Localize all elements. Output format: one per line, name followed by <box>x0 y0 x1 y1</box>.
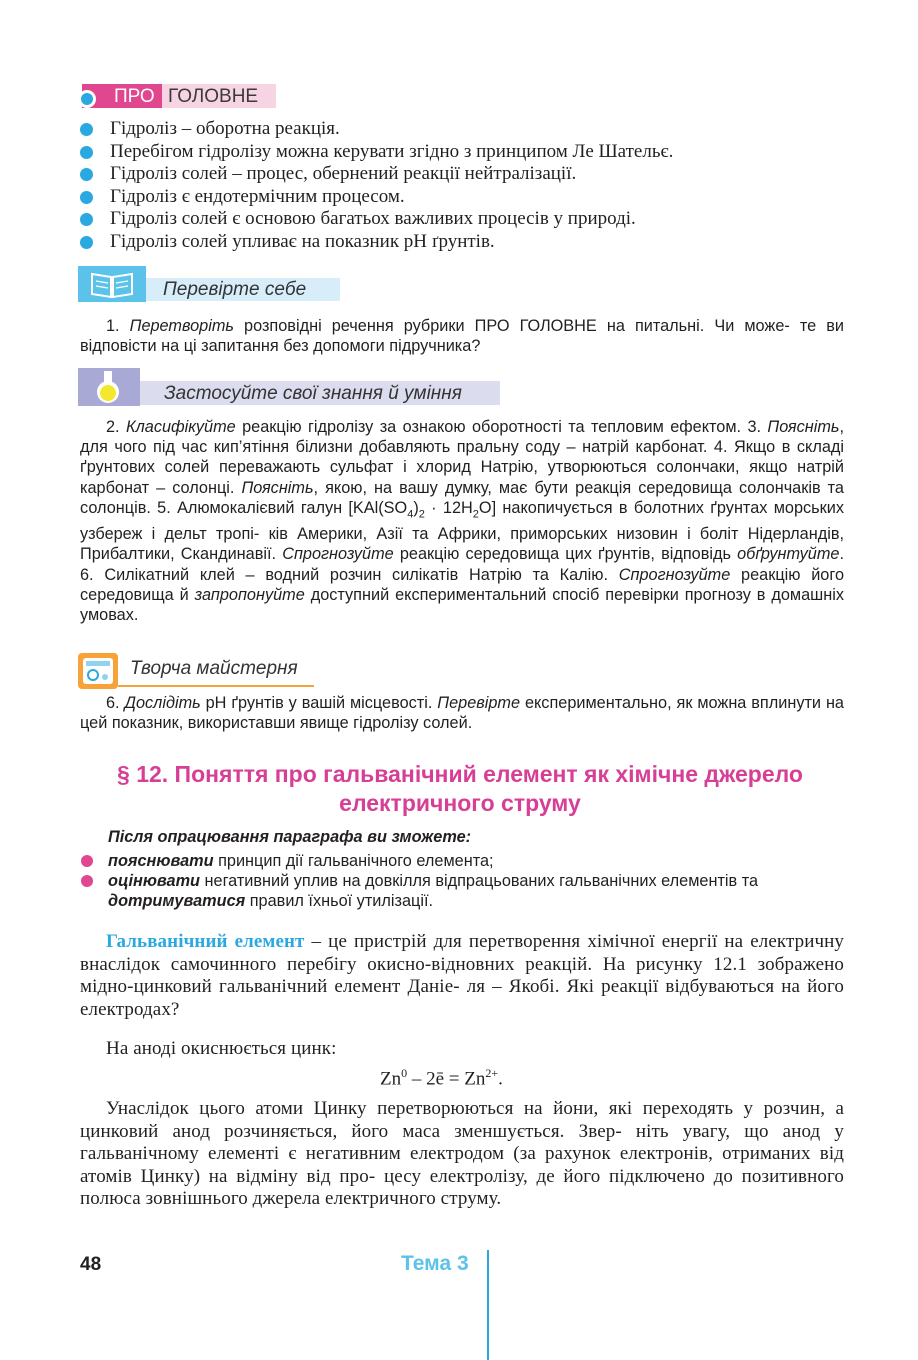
footer-divider <box>487 1250 489 1360</box>
objective-item: оцінювати негативний уплив на довкілля відпрацьованих гальванічних елементів та дотримуватися правил їхньої утилізації. <box>80 871 850 911</box>
summary-item: Гідроліз є ендотермічним процесом. <box>80 186 860 209</box>
objectives-title: Після опрацювання параграфа ви зможете: <box>108 828 472 846</box>
equation: Zn$^0$ – 2ē = $Zn^{2+}$. <box>380 1066 503 1090</box>
objectives-list <box>80 851 850 912</box>
objective-item: пояснювати принцип дії гальванічного елемента; <box>80 851 850 871</box>
apply-section-header <box>78 368 500 406</box>
circle-bullet-icon <box>78 90 96 108</box>
page-number: 48 <box>80 1254 102 1275</box>
book-icon <box>78 266 146 302</box>
check-section-header <box>78 266 340 302</box>
toolbox-icon <box>78 653 118 689</box>
bullet-icon <box>81 875 93 887</box>
creative-text: 6. Дослідіть pH ґрунтів у вашій місцевості. Перевірте експериментально, як можна вплинути на цей показник, використавши явище гідролізу солей. <box>80 694 844 733</box>
bullet-icon <box>80 146 93 159</box>
summary-label-pro: ПРО <box>114 86 155 107</box>
summary-item: Гідроліз – оборотна реакція. <box>80 118 860 141</box>
summary-item: Перебігом гідролізу можна керувати згідно з принципом Ле Шательє. <box>80 141 860 164</box>
creative-section-header <box>78 653 314 689</box>
topic-label: Тема 3 <box>401 1252 469 1275</box>
check-question: 1. Перетворіть розповідні речення рубрики ПРО ГОЛОВНЕ на питальні. Чи може- те ви відповісти на ці запитання без допомоги підручника? <box>80 317 844 356</box>
bullet-icon <box>80 236 93 249</box>
bullet-icon <box>81 855 93 867</box>
term-galvanic-element: Гальванічний елемент <box>106 931 305 952</box>
summary-item: Гідроліз солей – процес, обернений реакції нейтралізації. <box>80 163 860 186</box>
bullet-icon <box>80 123 93 136</box>
check-section-title: Перевірте себе <box>163 279 307 300</box>
summary-list <box>80 118 860 254</box>
anode-text: На аноді окиснюється цинк: <box>106 1038 337 1059</box>
summary-header <box>78 84 278 110</box>
summary-item: Гідроліз солей упливає на показник pH ґрунтів. <box>80 231 860 254</box>
creative-underline <box>118 685 314 687</box>
apply-text: 2. Класифікуйте реакцію гідролізу за ознакою оборотності та тепловим ефектом. 3. Поясніть, для чого під час кип’ятіння білизни добавляють пральну соду – натрій карбонат. 4. Якщо в складі ґрунтових солей переважають сульфат і хлорид Натрію, утворюються солончаки, якщо натрій карбонат – солонці. Поясніть, якою, на вашу думку, має бути реакція середовища солончаків та солонців. 5. Алюмокалієвий галун $[KAl(SO_4)_2 \cdot 12H_2O]$ накопичується в болотних ґрунтах морських узбереж і дельт тропі- ків Америки, Азії та Африки, приморських низовин і боліт Нідерландів, Прибалтики, Скандинавії. Спрогнозуйте реакцію середовища цих ґрунтів, відповідь обґрунтуйте. 6. Силікатний клей – водний розчин силікатів Натрію та Калію. Спрогнозуйте реакцію його середовища й запропонуйте доступний експериментальний спосіб перевірки прогнозу в домашніх умовах. <box>80 418 845 625</box>
bullet-icon <box>80 168 93 181</box>
summary-label-main: ГОЛОВНЕ <box>168 86 259 107</box>
bullet-icon <box>80 191 93 204</box>
paragraph-heading: § 12. Поняття про гальванічний елемент як хімічне джерело електричного струму <box>117 761 803 816</box>
result-paragraph: Унаслідок цього атоми Цинку перетворюються на йони, які переходять у розчин, а цинковий анод розчиняється, його маса зменшується. Звер- ніть увагу, що анод у гальванічному елементі є негативним електродом (за рахунок електронів, отриманих від атомів Цинку) на відміну від про- цесу електролізу, де його підключено до позитивного полюса зовнішнього джерела електричного струму. <box>80 1098 844 1210</box>
definition-paragraph: Гальванічний елемент – це пристрій для перетворення хімічної енергії на електричну внаслідок самочинного перебігу окисно-відновних реакцій. На рисунку 12.1 зображено мідно-цинковий гальванічний елемент Даніе- ля – Якобі. Які реакції відбуваються на його електродах? <box>80 931 844 1020</box>
bullet-icon <box>80 213 93 226</box>
summary-item: Гідроліз солей є основою багатьох важливих процесів у природі. <box>80 208 860 231</box>
apply-section-title: Застосуйте свої знання й уміння <box>164 383 462 404</box>
creative-section-title: Творча майстерня <box>130 658 298 679</box>
flask-icon <box>78 368 140 406</box>
